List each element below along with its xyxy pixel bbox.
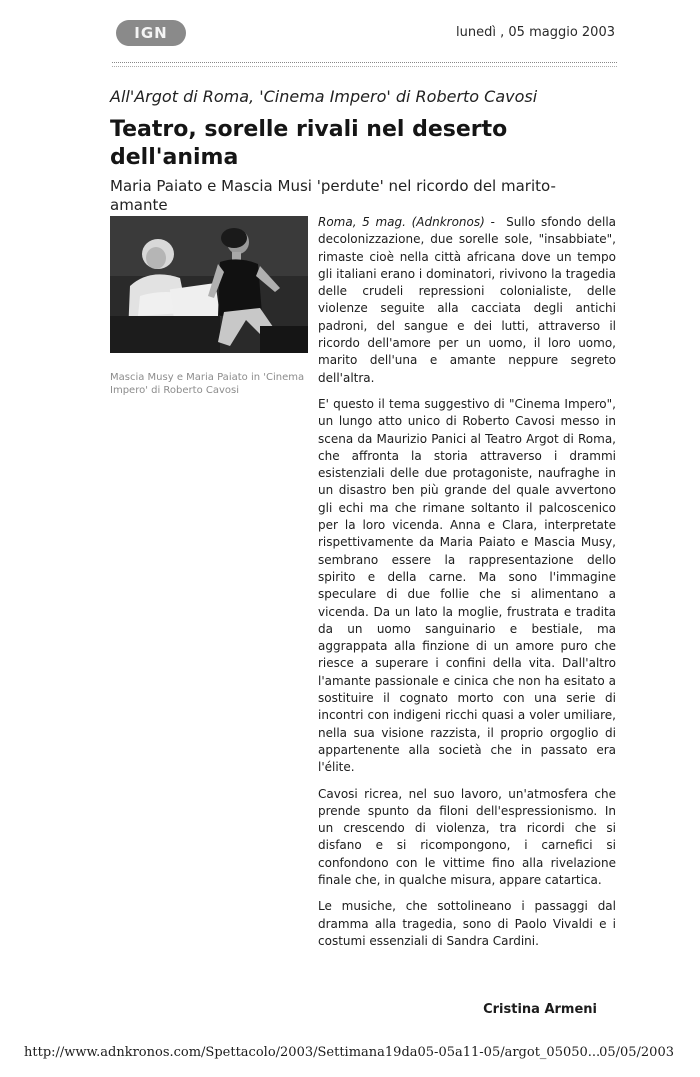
photo-image xyxy=(110,216,308,353)
header-date: lunedì , 05 maggio 2003 xyxy=(456,25,615,40)
article-headline: Teatro, sorelle rivali nel deserto dell'anima xyxy=(110,117,508,170)
article-body xyxy=(318,214,616,959)
article-photo xyxy=(110,216,308,353)
footer-date: 05/05/2003 xyxy=(599,1045,674,1060)
paragraph: Le musiche, che sottolineano i passaggi dal dramma alla tragedia, sono di Paolo Vivaldi e i costumi essenziali di Sandra Cardini. xyxy=(318,899,616,948)
article-author: Cristina Armeni xyxy=(483,1002,597,1017)
dateline: Roma, 5 mag. (Adnkronos) - xyxy=(318,215,495,229)
paragraph: E' questo il tema suggestivo di "Cinema Impero", un lungo atto unico di Roberto Cavosi messo in scena da Maurizio Panici al Teatro Argot di Roma, che affronta la storia attraverso i drammi esistenziali delle due protagoniste, naufraghe in un disastro ben più grande del quale avvertono gli echi ma che rimane soltanto il palcoscenico per la loro vicenda. Anna e Clara, interpretate rispettivamente da Maria Paiato e Mascia Musy, sembrano essere la rappresentazione dello spirito e della carne. Ma sono l'immagine speculare di due follie che si alimentano a vicenda. Da un lato la moglie, frustrata e tradita da un uomo sanguinario e bestiale, ma aggrappata alla finzione di un amore puro che riesce a superare i confini della vita. Dall'altro l'amante passionale e cinica che non ha esitato a sostituire il cognato morto con una serie di incontri con indigeni ricchi quasi a voler umiliare, nella sua visione razzista, il proprio orgoglio di appartenente alla società che in passato era l'élite. xyxy=(318,396,616,775)
header-divider xyxy=(112,62,617,67)
paragraph-text: Sullo sfondo della decolonizzazione, due sorelle sole, "insabbiate", rimaste cioè nella città africana dove un tempo gli italiani erano i dominatori, rivivono la tragedia delle crudeli repressioni colonialiste, delle violenze seguite alla cacciata degli antichi padroni, del sangue e dei lutti, attraverso il ricordo dell'amore per un uomo, il loro uomo, marito dell'una e amante neppure segreto dell'altra. xyxy=(318,215,617,385)
paragraph xyxy=(318,214,616,387)
article-subhead: Maria Paiato e Mascia Musi 'perdute' nel ricordo del marito-amante xyxy=(110,177,556,214)
article-kicker: All'Argot di Roma, 'Cinema Impero' di Roberto Cavosi xyxy=(110,87,538,106)
photo-caption: Mascia Musy e Maria Paiato in 'Cinema Impero' di Roberto Cavosi xyxy=(110,372,305,396)
logo: IGN xyxy=(116,20,186,46)
footer-url: http://www.adnkronos.com/Spettacolo/2003/Settimana19da05-05a11-05/argot_05050... xyxy=(24,1045,601,1060)
paragraph: Cavosi ricrea, nel suo lavoro, un'atmosfera che prende spunto da filoni dell'espressionismo. In un crescendo di violenza, tra ricordi che si disfano e si ricompongono, i carnefici si confondono con le vittime fino alla rivelazione finale che, in qualche misura, appare catartica. xyxy=(318,786,616,887)
